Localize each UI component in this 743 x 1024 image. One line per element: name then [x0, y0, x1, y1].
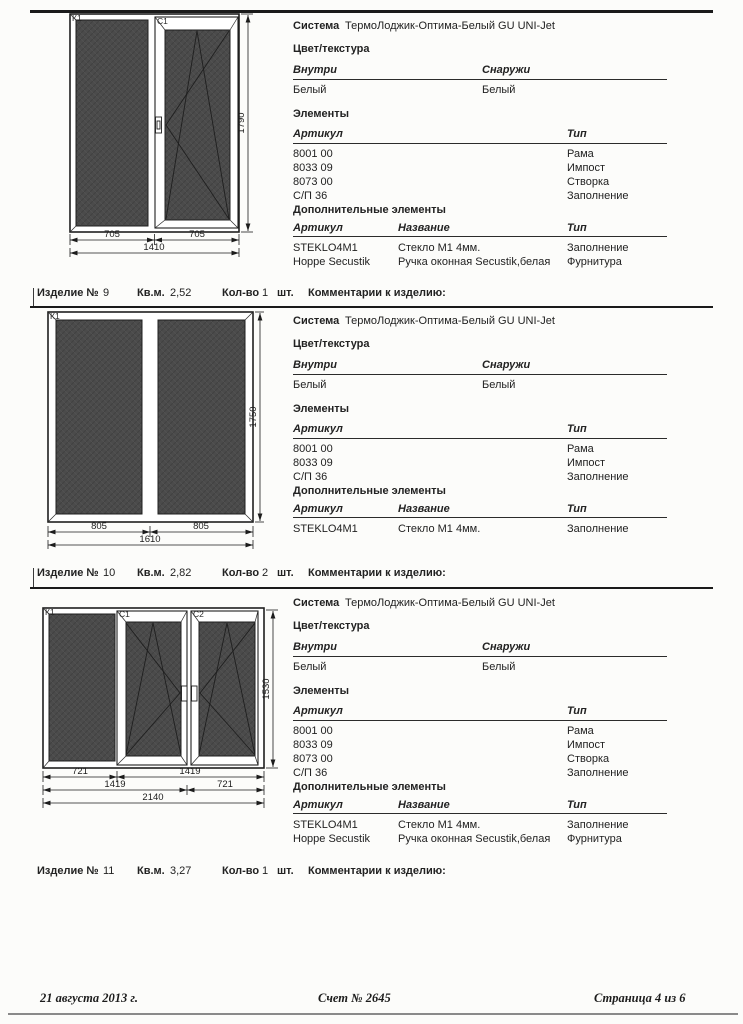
- section-divider: [30, 306, 713, 308]
- outside-header: Снаружи: [482, 64, 531, 76]
- product-sqm: 3,27: [170, 865, 192, 877]
- color-texture-label: Цвет/текстура: [293, 338, 370, 350]
- element-row: 8033 09 Импост: [293, 162, 606, 174]
- window-handle-icon: [192, 686, 198, 701]
- product-sqm: 2,52: [170, 287, 192, 299]
- pane-label: К1: [50, 311, 60, 321]
- section-divider: [30, 587, 713, 589]
- product-qty: 2: [262, 567, 269, 579]
- article-header: Артикул: [293, 222, 343, 234]
- row-border-tick: [33, 568, 34, 587]
- extra-element-row: STEKLO4M1 Стекло М1 4мм. Заполнение: [293, 523, 629, 535]
- type-header: Тип: [567, 128, 587, 140]
- element-row: 8001 00 Рама: [293, 725, 594, 737]
- header-underline: [293, 143, 667, 144]
- element-row: С/П 36 Заполнение: [293, 767, 629, 779]
- dimension-label: 705: [189, 229, 205, 240]
- inside-header: Внутри: [293, 64, 337, 76]
- system-label: Система: [293, 20, 340, 32]
- outside-value: Белый: [482, 84, 516, 96]
- outside-header: Снаружи: [482, 641, 531, 653]
- footer-divider: [8, 1013, 738, 1015]
- dimension-label: 705: [104, 229, 120, 240]
- extra-element-row: STEKLO4M1 Стекло М1 4мм. Заполнение: [293, 819, 629, 831]
- article-header: Артикул: [293, 705, 343, 717]
- header-underline: [293, 438, 667, 439]
- product-number: 10: [103, 567, 116, 579]
- dimension-label: 1410: [143, 242, 165, 253]
- system-label: Система: [293, 597, 340, 609]
- system-label: Система: [293, 315, 340, 327]
- outside-value: Белый: [482, 379, 516, 391]
- elements-label: Элементы: [293, 403, 350, 415]
- type-header: Тип: [567, 799, 587, 811]
- article-header: Артикул: [293, 128, 343, 140]
- element-row: 8001 00 Рама: [293, 148, 594, 160]
- dimension-label: 1419: [104, 779, 126, 790]
- row-border-tick: [33, 288, 34, 306]
- article-header: Артикул: [293, 423, 343, 435]
- fixed-pane: [56, 320, 142, 514]
- name-header: Название: [398, 799, 450, 811]
- color-texture-label: Цвет/текстура: [293, 43, 370, 55]
- pane-label: К1: [72, 13, 82, 23]
- color-texture-label: Цвет/текстура: [293, 620, 370, 632]
- elements-label: Элементы: [293, 685, 350, 697]
- system-value: ТермоЛоджик-Оптима-Белый GU UNI-Jet: [345, 20, 555, 32]
- article-header: Артикул: [293, 799, 343, 811]
- dimension-label: 805: [193, 521, 209, 532]
- product-row-9: Изделие № 9 Кв.м. 2,52 Кол-во 1 шт. Комментарии к изделию:: [33, 284, 733, 302]
- header-underline: [293, 517, 667, 518]
- extra-element-row: Hoppe Secustik Ручка оконная Secustik,белая Фурнитура: [293, 256, 622, 268]
- fixed-pane: [76, 20, 148, 226]
- type-header: Тип: [567, 503, 587, 515]
- window-drawing-1: [66, 12, 258, 262]
- outside-header: Снаружи: [482, 359, 531, 371]
- elements-label: Элементы: [293, 108, 350, 120]
- sash-glass: [165, 30, 230, 220]
- product-number: 9: [103, 287, 110, 299]
- extra-elements-label: Дополнительные элементы: [293, 781, 446, 793]
- header-underline: [293, 720, 667, 721]
- dimension-label: 1530: [261, 678, 272, 700]
- product-qty: 1: [262, 865, 269, 877]
- window-drawing-3: [40, 598, 282, 810]
- pane-label: С1: [119, 609, 130, 619]
- inside-header: Внутри: [293, 359, 337, 371]
- element-row: 8033 09 Импост: [293, 739, 606, 751]
- dimension-label: 721: [217, 779, 233, 790]
- pane-label: С2: [193, 609, 204, 619]
- system-value: ТермоЛоджик-Оптима-Белый GU UNI-Jet: [345, 315, 555, 327]
- inside-value: Белый: [293, 84, 327, 96]
- outside-value: Белый: [482, 661, 516, 673]
- sash-glass: [126, 622, 181, 756]
- header-underline: [293, 374, 667, 375]
- name-header: Название: [398, 222, 450, 234]
- product-sqm: 2,82: [170, 567, 192, 579]
- product-qty: 1: [262, 287, 269, 299]
- type-header: Тип: [567, 222, 587, 234]
- fixed-pane: [49, 614, 115, 761]
- dimension-label: 1610: [139, 534, 161, 545]
- footer-date: 21 августа 2013 г.: [40, 991, 138, 1005]
- extra-elements-label: Дополнительные элементы: [293, 204, 446, 216]
- element-row: 8073 00 Створка: [293, 753, 610, 765]
- element-row: С/П 36 Заполнение: [293, 190, 629, 202]
- dimension-label: 805: [91, 521, 107, 532]
- header-underline: [293, 79, 667, 80]
- footer-page-number: Страница 4 из 6: [594, 991, 686, 1005]
- element-row: 8001 00 Рама: [293, 443, 594, 455]
- element-row: 8033 09 Импост: [293, 457, 606, 469]
- type-header: Тип: [567, 705, 587, 717]
- window-drawing-2: [44, 310, 266, 552]
- dimension-label: 1419: [179, 766, 201, 777]
- product-number: 11: [103, 865, 115, 877]
- footer-invoice-number: Счет № 2645: [318, 991, 391, 1005]
- dimension-label: 1750: [248, 406, 259, 428]
- inside-value: Белый: [293, 661, 327, 673]
- element-row: С/П 36 Заполнение: [293, 471, 629, 483]
- dimension-label: 1790: [236, 112, 247, 134]
- header-underline: [293, 813, 667, 814]
- article-header: Артикул: [293, 503, 343, 515]
- header-underline: [293, 656, 667, 657]
- product-row-11: Изделие № 11 Кв.м. 3,27 Кол-во 1 шт. Комментарии к изделию:: [33, 862, 733, 880]
- extra-elements-label: Дополнительные элементы: [293, 485, 446, 497]
- name-header: Название: [398, 503, 450, 515]
- sash-glass: [199, 622, 255, 756]
- product-row-10: Изделие № 10 Кв.м. 2,82 Кол-во 2 шт. Комментарии к изделию:: [33, 564, 733, 582]
- extra-element-row: Hoppe Secustik Ручка оконная Secustik,белая Фурнитура: [293, 833, 622, 845]
- element-row: 8073 00 Створка: [293, 176, 610, 188]
- inside-header: Внутри: [293, 641, 337, 653]
- header-underline: [293, 236, 667, 237]
- inside-value: Белый: [293, 379, 327, 391]
- dimension-label: 2140: [142, 792, 164, 803]
- dimension-label: 721: [72, 766, 88, 777]
- window-handle-icon: [182, 686, 188, 701]
- extra-element-row: STEKLO4M1 Стекло М1 4мм. Заполнение: [293, 242, 629, 254]
- type-header: Тип: [567, 423, 587, 435]
- fixed-pane: [158, 320, 245, 514]
- system-value: ТермоЛоджик-Оптима-Белый GU UNI-Jet: [345, 597, 555, 609]
- pane-label: К1: [45, 607, 55, 617]
- pane-label: С1: [157, 16, 168, 26]
